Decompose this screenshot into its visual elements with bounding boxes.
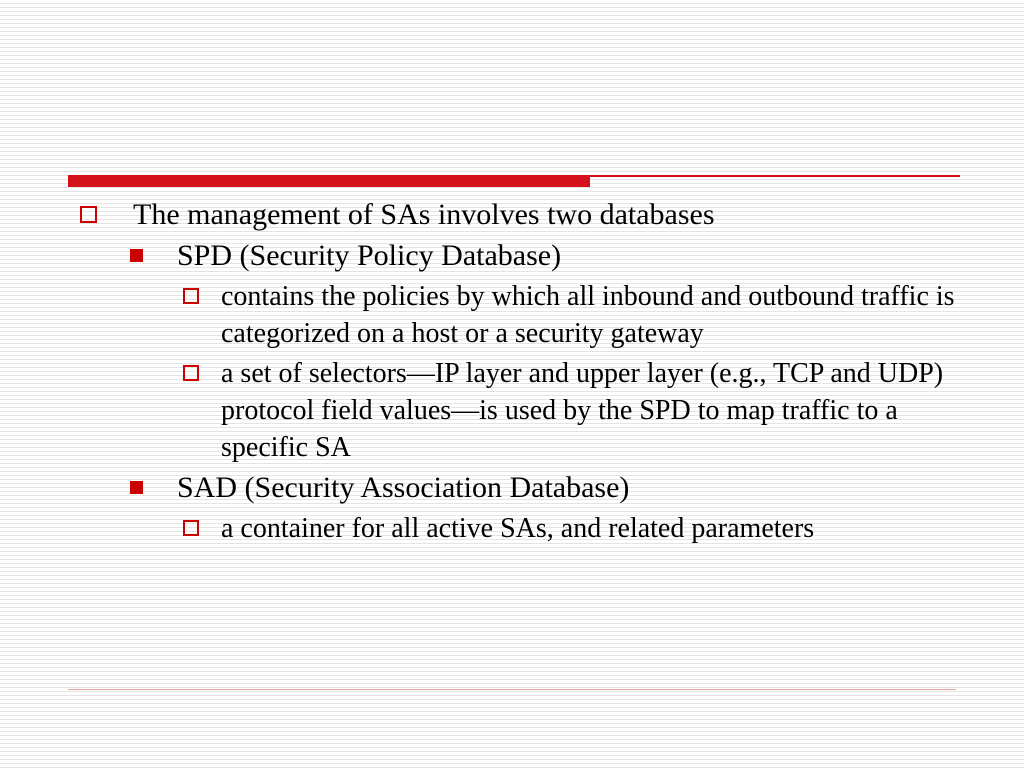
hollow-square-bullet-icon xyxy=(183,520,199,536)
bullet-text: SPD (Security Policy Database) xyxy=(177,239,562,272)
bullet-text: The management of SAs involves two databases xyxy=(133,198,715,231)
bullet-text: contains the policies by which all inbound and outbound traffic is categorized on a host or a security gateway xyxy=(221,281,955,349)
hollow-square-bullet-icon xyxy=(183,288,199,304)
bullet-item-level3 xyxy=(0,510,956,547)
bullet-item-level3 xyxy=(0,278,956,352)
filled-square-bullet-icon xyxy=(130,249,143,262)
title-divider-thin xyxy=(590,175,960,177)
hollow-square-bullet-icon xyxy=(183,365,199,381)
title-divider-thick xyxy=(68,175,590,187)
hollow-square-bullet-icon xyxy=(80,206,97,223)
bullet-item-level3 xyxy=(0,355,956,466)
bullet-text: SAD (Security Association Database) xyxy=(177,471,630,504)
filled-square-bullet-icon xyxy=(130,481,143,494)
bullet-item-level1 xyxy=(0,196,1024,233)
bullet-text: a set of selectors—IP layer and upper layer (e.g., TCP and UDP) protocol field values—is used by the SPD to map traffic to a specific SA xyxy=(221,358,944,463)
bullet-list xyxy=(0,196,1024,550)
bullet-text: a container for all active SAs, and related parameters xyxy=(221,513,815,544)
footer-divider xyxy=(68,689,956,690)
bullet-item-level2 xyxy=(0,469,1024,506)
bullet-item-level2 xyxy=(0,237,1024,274)
